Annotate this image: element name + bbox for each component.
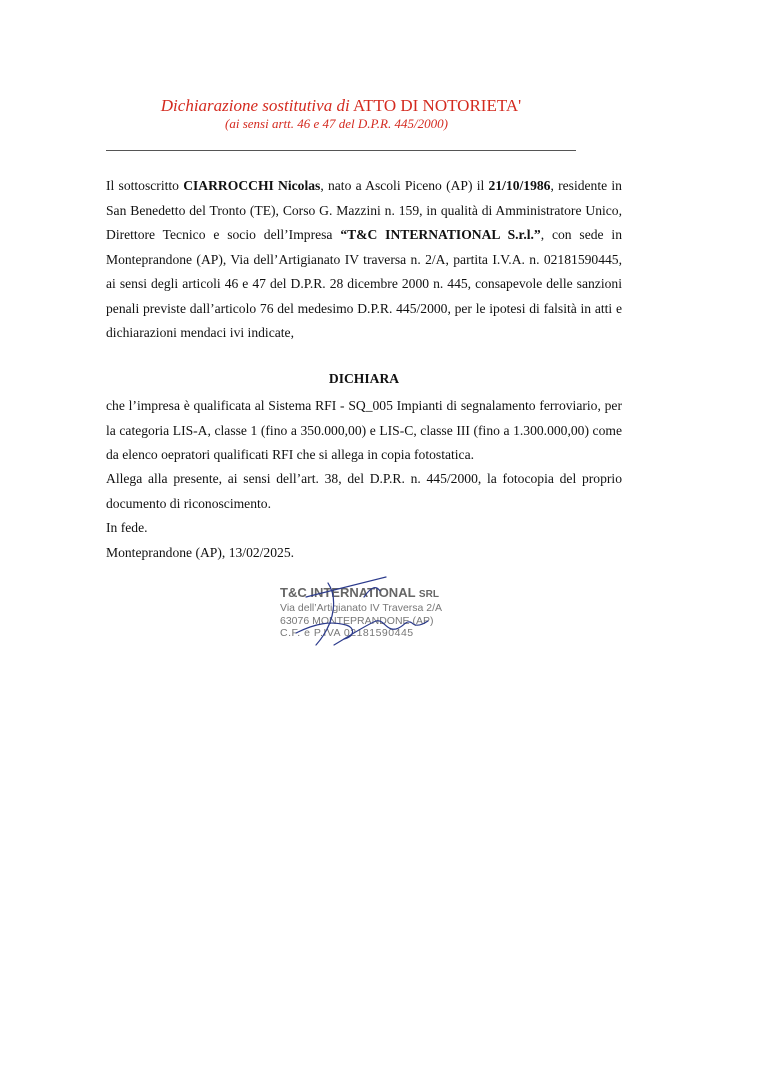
company-name: “T&C INTERNATIONAL S.r.l.” (340, 227, 541, 242)
birth-date: 21/10/1986 (488, 178, 551, 193)
place-date-line (106, 541, 622, 566)
closing-text: In fede. (106, 520, 148, 535)
place-date-text: Monteprandone (AP), 13/02/2025. (106, 545, 295, 560)
stamp-tax-id: C.F. e P.IVA 02181590445 (280, 627, 414, 639)
declarant-name: CIARROCCHI Nicolas (183, 178, 321, 193)
closing-line (106, 516, 622, 541)
stamp-company: T&C INTERNATIONAL (280, 585, 416, 600)
title-normal-part: ATTO DI NOTORIETA' (352, 96, 522, 115)
handwritten-signature (276, 575, 466, 655)
qualification-paragraph (106, 394, 622, 468)
stamp-city: 63076 MONTEPRANDONE (AP) (280, 615, 434, 627)
attachment-text: Allega alla presente, ai sensi dell’art. 38, del D.P.R. n. 445/2000, la fotocopia del proprio documento di riconoscimento. (106, 471, 622, 511)
p1-text-2: , nato a Ascoli Piceno (AP) il (320, 178, 489, 193)
document-header (105, 96, 577, 132)
document-subtitle: (ai sensi artt. 46 e 47 del D.P.R. 445/2000) (225, 116, 448, 131)
attachment-paragraph (106, 467, 622, 516)
title-italic-part: Dichiarazione sostitutiva di (160, 96, 350, 115)
declarant-paragraph (106, 174, 622, 346)
document-title (105, 96, 577, 116)
declaration-heading: DICHIARA (328, 371, 400, 386)
header-divider (106, 150, 576, 151)
p1-text-1: Il sottoscritto (106, 178, 184, 193)
p1-text-4: , con sede in Monteprandone (AP), Via dell’Artigianato IV traversa n. 2/A, partita I.V.A. n. 02181590445, ai sensi degli articoli 46 e 47 del D.P.R. 28 dicembre 2000 n. 445, consapevole delle sanzioni penali previste dall’articolo 76 del medesimo D.P.R. 445/2000, per le ipotesi di falsità in atti e dichiarazioni mendaci ivi indicate, (106, 227, 623, 340)
stamp-suffix: SRL (418, 589, 439, 600)
qualification-text: che l’impresa è qualificata al Sistema RFI - SQ_005 Impianti di segnalamento ferroviario, per la categoria LIS-A, classe 1 (fino a 350.000,00) e LIS-C, classe III (fino a 1.300.000,00) come da elenco oepratori qualificati RFI che si allega in copia fotostatica. (106, 398, 622, 462)
p1-text-3: , residente in San Benedetto del Tronto (TE), Corso G. Mazzini n. 159, in qualità di Amministratore Unico, Direttore Tecnico e socio dell’Impresa (106, 178, 622, 242)
company-stamp (276, 575, 466, 655)
stamp-address: Via dell’Artigianato IV Traversa 2/A (280, 602, 443, 614)
